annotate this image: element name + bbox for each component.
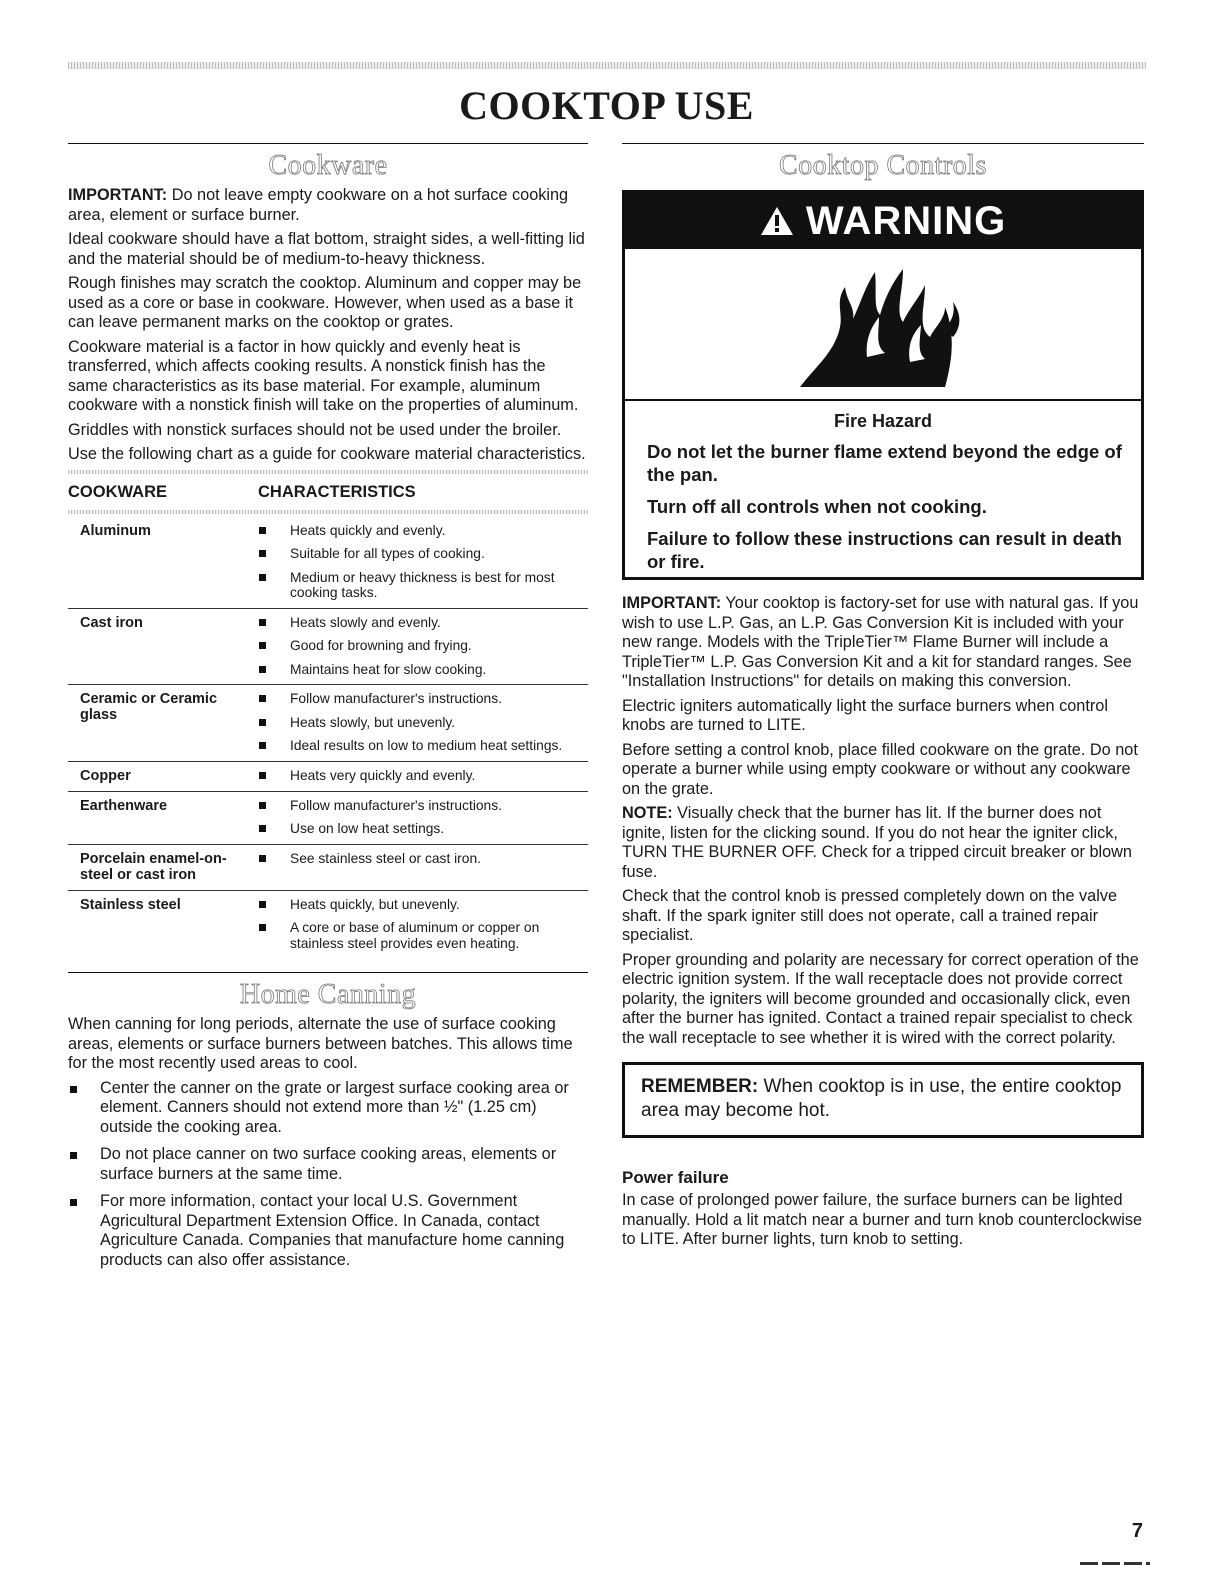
cookware-paragraph: Rough finishes may scratch the cooktop. Aluminum and copper may be used as a core or base in cookware. However, when used as a base it can leave permanent marks on the cooktop or grates. — [68, 274, 582, 331]
canning-heading: Home Canning — [239, 979, 417, 1010]
fire-hazard-title: Fire Hazard — [833, 411, 933, 431]
power-failure-heading: Power failure — [622, 1168, 729, 1187]
characteristic-item: A core or base of aluminum or copper on stainless steel provides even heating. — [258, 920, 588, 951]
chart-characteristics — [258, 685, 588, 762]
important-label: IMPORTANT: — [622, 594, 722, 612]
chart-characteristics — [258, 608, 588, 685]
remember-box — [622, 1062, 1144, 1138]
chart-material: Cast iron — [68, 608, 258, 685]
cookware-paragraph: Ideal cookware should have a flat bottom, straight sides, a well-fitting lid and the material should be of medium-to-heavy thickness. — [68, 230, 585, 268]
cookware-chart — [68, 477, 588, 510]
warning-label: WARNING — [805, 199, 1007, 243]
chart-material: Stainless steel — [80, 896, 181, 913]
characteristics-list — [258, 897, 588, 952]
note-text: Visually check that the burner has lit. If the burner does not ignite, listen for the clicking sound. If you do not hear the igniter click, TURN THE BURNER OFF. Check for a tripped circuit breaker or blown fuse. — [622, 804, 1132, 881]
characteristic-item: Use on low heat settings. — [258, 821, 588, 837]
characteristics-list — [258, 768, 588, 784]
controls-note — [622, 804, 1144, 882]
warning-line: Turn off all controls when not cooking. — [647, 496, 987, 517]
characteristics-list — [258, 851, 588, 867]
characteristic-item: Follow manufacturer's instructions. — [258, 798, 588, 814]
fire-icon — [795, 257, 975, 392]
chart-top-rule — [68, 470, 588, 474]
characteristic-item: See stainless steel or cast iron. — [258, 851, 588, 867]
characteristic-item: Good for browning and frying. — [258, 638, 588, 654]
chart-row — [68, 517, 588, 609]
remember-label: REMEMBER: — [641, 1076, 759, 1097]
chart-row — [68, 844, 588, 890]
chart-row — [68, 685, 588, 762]
fire-hazard-pictogram — [625, 249, 1141, 401]
warning-line: Failure to follow these instructions can result in death or fire. — [647, 528, 1122, 572]
chart-row — [68, 890, 588, 958]
important-text: Your cooktop is factory-set for use with natural gas. If you wish to use L.P. Gas, an L.P. Gas Conversion Kit is included with your new range. Models with the TripleTier™ Flame Burner will include a TripleTier™ L.P. Gas Conversion Kit and a kit for standard ranges. See "Installation Instructions" for details on making this conversion. — [622, 594, 1139, 690]
important-text: Do not leave empty cookware on a hot surface cooking area, element or surface burner. — [68, 186, 569, 224]
page-title: COOKTOP USE — [459, 83, 754, 128]
characteristics-list — [258, 615, 588, 678]
chart-header-rule — [68, 510, 588, 514]
bottom-bar — [1080, 1562, 1150, 1565]
important-label: IMPORTANT: — [68, 186, 168, 204]
canning-bullet: Center the canner on the grate or largest surface cooking area or element. Canners should not extend more than ½" (1.25 cm) outside the cooking area. — [68, 1079, 588, 1138]
chart-header-characteristics: CHARACTERISTICS — [258, 482, 416, 501]
characteristic-item: Follow manufacturer's instructions. — [258, 691, 588, 707]
chart-characteristics — [258, 517, 588, 609]
chart-material: Ceramic or Ceramic glass — [68, 685, 258, 762]
power-failure-text: In case of prolonged power failure, the surface burners can be lighted manually. Hold a lit match near a burner and turn knob counterclockwise to LITE. After burner lights, turn knob to setting. — [622, 1191, 1143, 1248]
controls-important — [622, 594, 1144, 692]
controls-heading: Cooktop Controls — [779, 150, 987, 181]
characteristic-item: Heats very quickly and evenly. — [258, 768, 588, 784]
characteristics-list — [258, 691, 588, 754]
controls-paragraph: Check that the control knob is pressed completely down on the valve shaft. If the spark igniter still does not operate, call a trained repair specialist. — [622, 887, 1118, 944]
cookware-heading: Cookware — [268, 150, 388, 181]
characteristic-item: Heats quickly, but unevenly. — [258, 897, 588, 913]
canning-bullet: For more information, contact your local U.S. Government Agricultural Department Extension Office. In Canada, contact Agriculture Canada. Companies that manufacture home canning products can also offer assistance. — [68, 1192, 588, 1270]
note-label: NOTE: — [622, 804, 673, 822]
left-column — [68, 143, 588, 1278]
chart-characteristics — [258, 890, 588, 958]
remember-text: When cooktop is in use, the entire cooktop area may become hot. — [641, 1076, 1122, 1121]
section-rule — [68, 972, 588, 973]
warning-line: Do not let the burner flame extend beyond the edge of the pan. — [647, 441, 1122, 485]
characteristic-item: Heats slowly, but unevenly. — [258, 715, 588, 731]
cookware-paragraph: Use the following chart as a guide for cookware material characteristics. — [68, 445, 586, 463]
chart-material: Aluminum — [68, 517, 258, 609]
warning-box — [622, 190, 1144, 580]
chart-material: Porcelain enamel-on-steel or cast iron — [68, 844, 258, 890]
characteristics-list — [258, 798, 588, 837]
chart-row — [68, 608, 588, 685]
section-rule — [622, 143, 1144, 144]
canning-list — [68, 1079, 588, 1271]
characteristic-item: Heats quickly and evenly. — [258, 523, 588, 539]
cookware-paragraph: Griddles with nonstick surfaces should not be used under the broiler. — [68, 420, 562, 439]
chart-material: Copper — [68, 761, 258, 791]
controls-paragraph: Before setting a control knob, place filled cookware on the grate. Do not operate a burner while using empty cookware or without any cookware on the grate. — [622, 740, 1138, 798]
chart-header-cookware: COOKWARE — [68, 482, 167, 501]
top-dither-bar — [68, 62, 1146, 69]
canning-intro: When canning for long periods, alternate the use of surface cooking areas, elements or surface burners between batches. This allows time for the most recently used areas to cool. — [68, 1015, 573, 1072]
cookware-paragraph: Cookware material is a factor in how quickly and evenly heat is transferred, which affects cooking results. A nonstick finish has the same characteristics as its base material. For example, aluminum cookware with a nonstick finish will take on the properties of aluminum. — [68, 337, 579, 414]
chart-characteristics — [258, 844, 588, 890]
characteristic-item: Ideal results on low to medium heat settings. — [258, 738, 588, 754]
characteristics-list — [258, 523, 588, 601]
warning-triangle-icon — [760, 199, 806, 243]
warning-header — [625, 193, 1141, 249]
chart-characteristics — [258, 791, 588, 844]
right-column — [622, 143, 1144, 1255]
characteristic-item: Heats slowly and evenly. — [258, 615, 588, 631]
controls-paragraph: Proper grounding and polarity are necessary for correct operation of the electric ignition system. If the wall receptacle does not provide correct polarity, the igniters will become grounded and occasionally click, even after the burner has ignited. Contact a trained repair specialist to check the wall receptacle to see whether it is wired with the correct polarity. — [622, 950, 1139, 1047]
chart-header-row — [68, 477, 588, 510]
cookware-important — [68, 186, 588, 225]
characteristic-item: Medium or heavy thickness is best for most cooking tasks. — [258, 570, 588, 601]
characteristic-item: Suitable for all types of cooking. — [258, 546, 588, 562]
characteristic-item: Maintains heat for slow cooking. — [258, 662, 588, 678]
chart-characteristics — [258, 761, 588, 791]
chart-material: Earthenware — [68, 791, 258, 844]
chart-row — [68, 761, 588, 791]
controls-paragraph: Electric igniters automatically light the surface burners when control knobs are turned to LITE. — [622, 696, 1108, 734]
canning-bullet: Do not place canner on two surface cooking areas, elements or surface burners at the same time. — [68, 1145, 588, 1184]
chart-row — [68, 791, 588, 844]
cookware-chart-body — [68, 517, 588, 959]
page-number: 7 — [1131, 1520, 1143, 1542]
section-rule — [68, 143, 588, 144]
